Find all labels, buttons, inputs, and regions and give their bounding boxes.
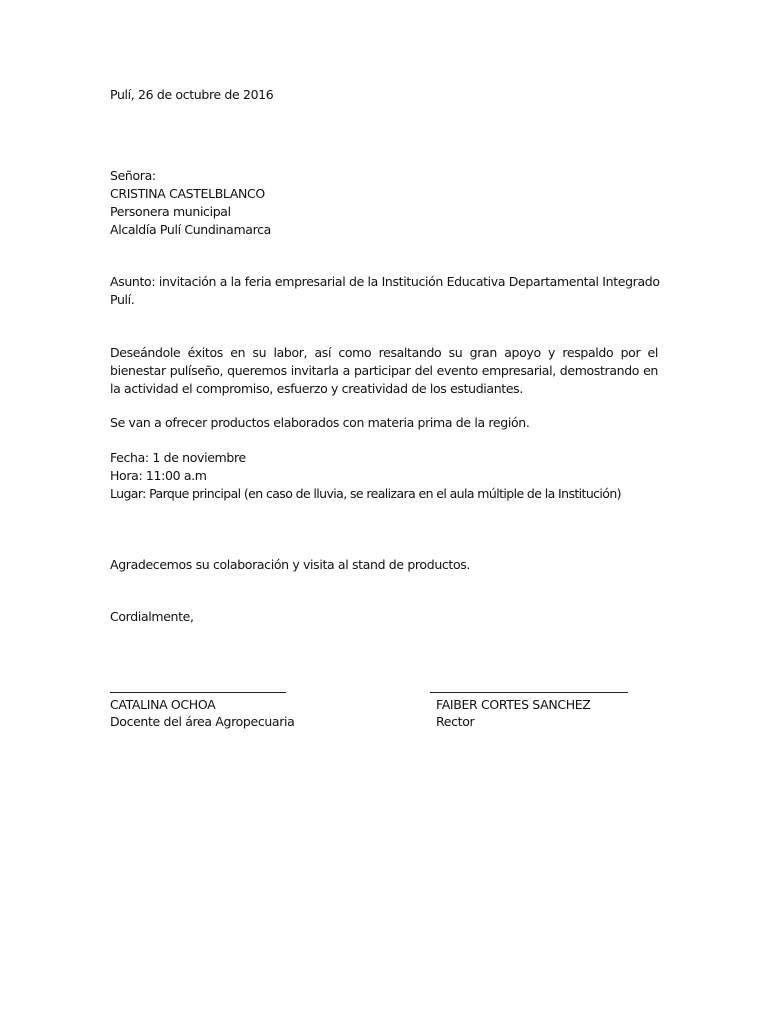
signature-line-left [110,692,286,693]
signer-right-name: FAIBER CORTES SANCHEZ [436,697,591,712]
recipient-organization: Alcaldía Pulí Cundinamarca [110,222,271,237]
subject-line-1: Asunto: invitación a la feria empresarial de la Institución Educativa Departamental Integrado [110,274,660,289]
signature-line-right [430,692,628,693]
body-paragraph-1-text: Deseándole éxitos en su labor, así como resaltando su gran apoyo y respaldo por el bienestar pulíseño, queremos invitarla a participar del evento empresarial, demostrando en la actividad el compromiso, esfuerzo y creatividad de los estudiantes. [110,345,658,396]
subject-line-2: Pulí. [110,292,135,307]
signer-left-name: CATALINA OCHOA [110,697,216,712]
recipient-title: Personera municipal [110,204,231,219]
body-paragraph-1 [110,344,658,398]
recipient-name: CRISTINA CASTELBLANCO [110,186,265,201]
closing-line: Cordialmente, [110,609,194,624]
event-date: Fecha: 1 de noviembre [110,450,246,465]
event-time: Hora: 11:00 a.m [110,468,207,483]
recipient-salutation: Señora: [110,168,156,183]
signer-left-role: Docente del área Agropecuaria [110,714,295,729]
signer-right-role: Rector [436,714,475,729]
body-paragraph-2: Se van a ofrecer productos elaborados con materia prima de la región. [110,415,530,430]
thanks-line: Agradecemos su colaboración y visita al stand de productos. [110,557,471,572]
date-line: Pulí, 26 de octubre de 2016 [110,87,274,102]
event-place: Lugar: Parque principal (en caso de lluvia, se realizara en el aula múltiple de la Institución) [110,486,621,501]
